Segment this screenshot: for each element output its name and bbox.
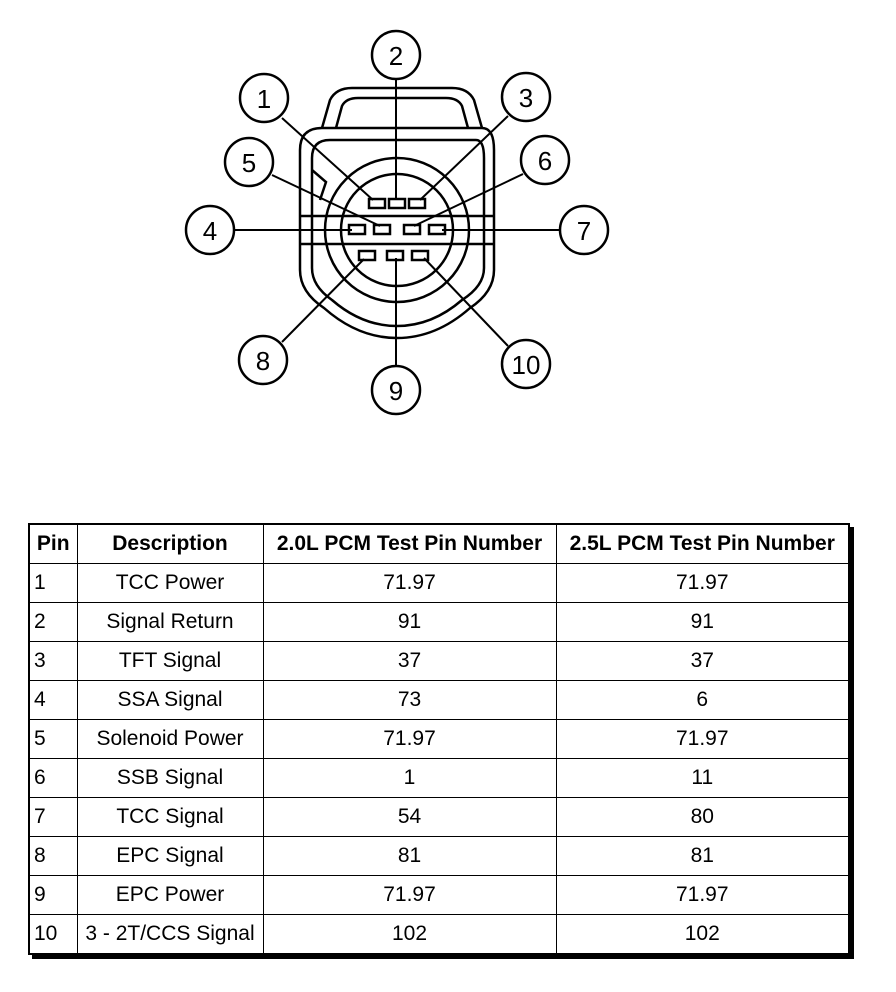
cell-2-0l-pin: 37 [263, 642, 556, 681]
leader-line-8 [282, 259, 364, 342]
callout-label-5: 5 [241, 148, 257, 178]
callout-label-3: 3 [518, 83, 534, 113]
cell-2-5l-pin: 91 [556, 603, 849, 642]
callout-label-4: 4 [202, 216, 218, 246]
callout-label-6: 6 [537, 146, 553, 176]
cell-pin: 2 [29, 603, 77, 642]
cell-description: EPC Power [77, 876, 263, 915]
cell-2-0l-pin: 71.97 [263, 876, 556, 915]
pin-slots [349, 199, 445, 260]
cell-2-0l-pin: 81 [263, 837, 556, 876]
connector-latch-inner [336, 98, 468, 128]
cell-2-5l-pin: 11 [556, 759, 849, 798]
cell-2-5l-pin: 81 [556, 837, 849, 876]
cell-2-0l-pin: 71.97 [263, 720, 556, 759]
table-row [29, 720, 849, 759]
connector-latch [322, 88, 482, 128]
connector-pinout-diagram [0, 0, 896, 470]
cell-2-5l-pin: 71.97 [556, 876, 849, 915]
cell-pin: 5 [29, 720, 77, 759]
table-row [29, 681, 849, 720]
cell-pin: 10 [29, 915, 77, 955]
cell-description: EPC Signal [77, 837, 263, 876]
cell-2-0l-pin: 102 [263, 915, 556, 955]
cell-pin: 7 [29, 798, 77, 837]
cell-pin: 1 [29, 564, 77, 603]
cell-2-0l-pin: 91 [263, 603, 556, 642]
leader-line-10 [424, 258, 508, 346]
callout-label-2: 2 [388, 41, 404, 71]
pin-slot-5 [374, 225, 390, 234]
callout-label-1: 1 [256, 84, 272, 114]
cell-description: SSA Signal [77, 681, 263, 720]
header-pin: Pin [29, 524, 77, 564]
cell-2-0l-pin: 54 [263, 798, 556, 837]
leader-lines [234, 77, 560, 366]
table-row [29, 915, 849, 955]
table-row [29, 759, 849, 798]
pin-slot-1 [369, 199, 385, 208]
cell-2-5l-pin: 71.97 [556, 564, 849, 603]
cell-description: TCC Signal [77, 798, 263, 837]
callout-label-8: 8 [255, 346, 271, 376]
table-row [29, 564, 849, 603]
pin-slot-8 [359, 251, 375, 260]
table-header-row [29, 524, 849, 564]
cell-2-0l-pin: 1 [263, 759, 556, 798]
table-row [29, 642, 849, 681]
cell-2-5l-pin: 6 [556, 681, 849, 720]
callout-label-9: 9 [388, 376, 404, 406]
cell-2-5l-pin: 80 [556, 798, 849, 837]
pin-test-table [28, 523, 850, 955]
cell-pin: 8 [29, 837, 77, 876]
table-row [29, 837, 849, 876]
cell-description: Signal Return [77, 603, 263, 642]
cell-pin: 6 [29, 759, 77, 798]
table-row [29, 603, 849, 642]
cell-description: SSB Signal [77, 759, 263, 798]
cell-description: 3 - 2T/CCS Signal [77, 915, 263, 955]
cell-description: TCC Power [77, 564, 263, 603]
table-row [29, 798, 849, 837]
cell-2-0l-pin: 73 [263, 681, 556, 720]
cell-description: TFT Signal [77, 642, 263, 681]
cell-2-5l-pin: 71.97 [556, 720, 849, 759]
table-row [29, 876, 849, 915]
callout-label-10: 10 [511, 350, 541, 380]
cell-description: Solenoid Power [77, 720, 263, 759]
cell-2-0l-pin: 71.97 [263, 564, 556, 603]
pin-slot-3 [409, 199, 425, 208]
callout-label-7: 7 [576, 216, 592, 246]
leader-line-1 [282, 118, 373, 200]
header-2-5l-pin: 2.5L PCM Test Pin Number [556, 524, 849, 564]
cell-pin: 4 [29, 681, 77, 720]
cell-pin: 9 [29, 876, 77, 915]
pin-slot-6 [404, 225, 420, 234]
pin-slot-2 [389, 199, 405, 208]
cell-2-5l-pin: 102 [556, 915, 849, 955]
header-description: Description [77, 524, 263, 564]
cell-pin: 3 [29, 642, 77, 681]
cell-2-5l-pin: 37 [556, 642, 849, 681]
header-2-0l-pin: 2.0L PCM Test Pin Number [263, 524, 556, 564]
